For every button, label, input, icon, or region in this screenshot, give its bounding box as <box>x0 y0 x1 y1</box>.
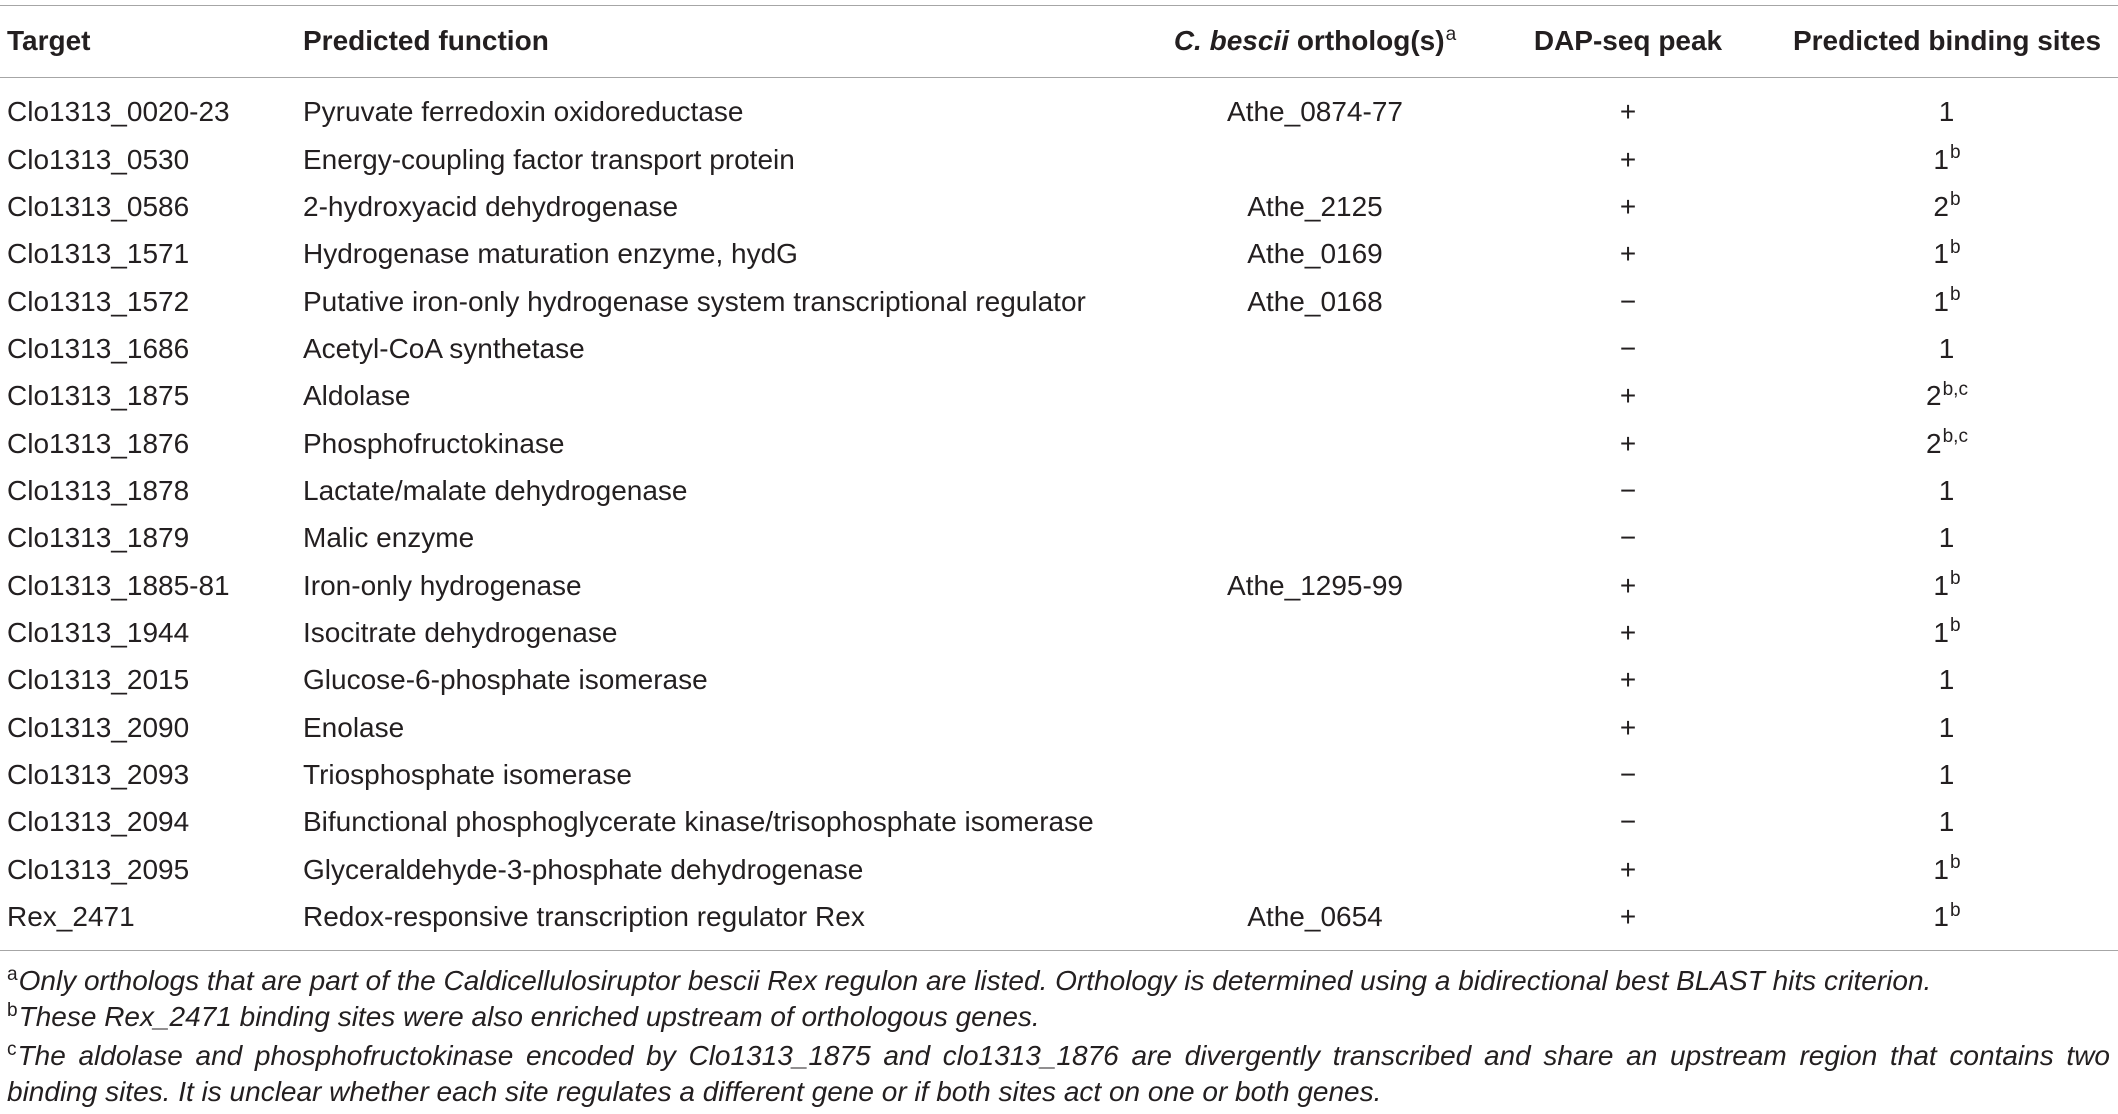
target-cell: Clo1313_0586 <box>7 190 190 222</box>
function-cell: Glyceraldehyde-3-phosphate dehydrogenase <box>303 853 864 885</box>
table-row <box>0 893 2118 940</box>
binding-sites-cell <box>1776 854 2118 886</box>
dap-seq-cell: + <box>1619 569 1637 601</box>
function-cell: Pyruvate ferredoxin oxidoreductase <box>303 96 744 128</box>
dap-seq-cell: + <box>1619 427 1637 459</box>
binding-sites-cell <box>1776 428 2118 460</box>
binding-sites-cell <box>1776 286 2118 318</box>
header-dap-seq-peak: DAP-seq peak <box>1533 25 1723 56</box>
binding-sites-value: 1 <box>1933 285 1949 317</box>
binding-sites-value: 1 <box>1933 853 1949 885</box>
ortholog-cell: Athe_2125 <box>1247 190 1383 222</box>
binding-sites-cell <box>1776 333 2118 365</box>
binding-sites-value: 2 <box>1933 190 1949 222</box>
footnote-text: These Rex_2471 binding sites were also enriched upstream of orthologous genes. <box>18 1001 1040 1032</box>
table-row <box>0 799 2118 846</box>
binding-sites-value: 1 <box>1938 522 1955 554</box>
footnote-ref: b <box>1949 852 1961 874</box>
header-target: Target <box>7 25 91 56</box>
footnote-text: The aldolase and phosphofructokinase encoded by Clo1313_1875 and clo1313_1876 are divergently transcribed and share an upstream region that contains two binding sites. It is unclear whether each site regulates a different gene or if both sites act on one or both genes. <box>7 1040 2110 1107</box>
ortholog-cell: Athe_0168 <box>1247 285 1383 317</box>
binding-sites-value: 1 <box>1933 569 1949 601</box>
table-row <box>0 325 2118 372</box>
footnote-text: Only orthologs that are part of the Caldicellulosiruptor bescii Rex regulon are listed. Orthology is determined using a bidirectional best BLAST hits criterion. <box>18 965 1932 996</box>
header-ortholog <box>1150 25 1480 57</box>
table-row <box>0 657 2118 704</box>
target-cell: Clo1313_2015 <box>7 664 190 696</box>
footnote-ref: b <box>1949 284 1961 306</box>
target-cell: Clo1313_1885-81 <box>7 569 230 601</box>
footnote-ref: b,c <box>1942 378 1968 400</box>
target-cell: Clo1313_0530 <box>7 143 190 175</box>
footnote-ref: b,c <box>1942 426 1968 448</box>
target-cell: Clo1313_1686 <box>7 332 190 364</box>
table-row <box>0 846 2118 893</box>
ortholog-cell: Athe_0874-77 <box>1227 96 1403 128</box>
dap-seq-cell: + <box>1619 143 1637 175</box>
footnote-ref: b <box>1949 236 1961 258</box>
footnote-ref: a <box>1445 23 1457 45</box>
binding-sites-cell <box>1776 144 2118 176</box>
table-row <box>0 278 2118 325</box>
target-cell: Clo1313_2090 <box>7 711 190 743</box>
dap-seq-cell: + <box>1619 616 1637 648</box>
binding-sites-value: 1 <box>1938 758 1955 790</box>
target-cell: Clo1313_1572 <box>7 285 190 317</box>
binding-sites-value: 1 <box>1933 238 1949 270</box>
footnote-ref: b <box>1949 899 1961 921</box>
binding-sites-value: 2 <box>1926 427 1942 459</box>
footnote-mark: a <box>7 964 18 986</box>
footnote-ref: b <box>1949 142 1961 164</box>
dap-seq-cell: + <box>1619 664 1637 696</box>
dap-seq-cell: − <box>1619 474 1637 506</box>
table-row <box>0 751 2118 798</box>
target-cell: Clo1313_1876 <box>7 427 190 459</box>
target-cell: Clo1313_1944 <box>7 616 190 648</box>
footnote-ref: b <box>1949 615 1961 637</box>
function-cell: Energy-coupling factor transport protein <box>303 143 795 175</box>
table-row <box>0 136 2118 183</box>
binding-sites-cell <box>1776 901 2118 933</box>
dap-seq-cell: + <box>1619 853 1637 885</box>
header-ortholog-species: C. bescii <box>1173 25 1289 56</box>
dap-seq-cell: + <box>1619 711 1637 743</box>
binding-sites-cell <box>1776 522 2118 554</box>
binding-sites-cell <box>1776 380 2118 412</box>
binding-sites-value: 1 <box>1938 332 1955 364</box>
table-row <box>0 704 2118 751</box>
target-cell: Clo1313_0020-23 <box>7 96 230 128</box>
header-predicted-function: Predicted function <box>303 25 549 56</box>
function-cell: Aldolase <box>303 380 411 412</box>
binding-sites-value: 1 <box>1933 616 1949 648</box>
dap-seq-cell: + <box>1619 238 1637 270</box>
target-cell: Clo1313_2095 <box>7 853 190 885</box>
ortholog-cell: Athe_1295-99 <box>1227 569 1403 601</box>
footnote-mark: c <box>7 1039 17 1061</box>
binding-sites-value: 1 <box>1938 806 1955 838</box>
target-cell: Rex_2471 <box>7 901 135 933</box>
binding-sites-cell <box>1776 759 2118 791</box>
binding-sites-cell <box>1776 664 2118 696</box>
binding-sites-value: 1 <box>1938 96 1955 128</box>
dap-seq-cell: − <box>1619 285 1637 317</box>
function-cell: Lactate/malate dehydrogenase <box>303 474 688 506</box>
table-row <box>0 515 2118 562</box>
function-cell: 2-hydroxyacid dehydrogenase <box>303 190 679 222</box>
header-ortholog-label: ortholog(s) <box>1296 25 1445 56</box>
binding-sites-value: 1 <box>1938 474 1955 506</box>
binding-sites-cell <box>1776 712 2118 744</box>
binding-sites-value: 1 <box>1933 143 1949 175</box>
target-cell: Clo1313_2093 <box>7 758 190 790</box>
binding-sites-value: 1 <box>1938 711 1955 743</box>
function-cell: Isocitrate dehydrogenase <box>303 616 618 648</box>
table-row <box>0 562 2118 609</box>
binding-sites-value: 1 <box>1938 664 1955 696</box>
binding-sites-cell <box>1776 191 2118 223</box>
table-body <box>0 89 2118 941</box>
function-cell: Enolase <box>303 711 405 743</box>
function-cell: Phosphofructokinase <box>303 427 565 459</box>
ortholog-cell: Athe_0654 <box>1247 901 1383 933</box>
table-footnotes <box>7 963 2110 1110</box>
binding-sites-cell <box>1776 96 2118 128</box>
function-cell: Iron-only hydrogenase <box>303 569 582 601</box>
dap-seq-cell: − <box>1619 806 1637 838</box>
footnote-ref: b <box>1949 568 1961 590</box>
dap-seq-cell: + <box>1619 380 1637 412</box>
footnote-ref: b <box>1949 189 1961 211</box>
footnote-a <box>7 963 2110 999</box>
binding-sites-value: 2 <box>1926 380 1942 412</box>
footnote-b <box>7 999 2110 1035</box>
function-cell: Putative iron-only hydrogenase system transcriptional regulator <box>303 285 1086 317</box>
dap-seq-cell: − <box>1619 332 1637 364</box>
function-cell: Triosphosphate isomerase <box>303 758 632 790</box>
function-cell: Glucose-6-phosphate isomerase <box>303 664 708 696</box>
function-cell: Hydrogenase maturation enzyme, hydG <box>303 238 798 270</box>
binding-sites-cell <box>1776 806 2118 838</box>
target-cell: Clo1313_1878 <box>7 474 190 506</box>
table-row <box>0 183 2118 230</box>
binding-sites-cell <box>1776 570 2118 602</box>
dap-seq-cell: + <box>1619 901 1637 933</box>
target-cell: Clo1313_2094 <box>7 806 190 838</box>
dap-seq-cell: + <box>1619 96 1637 128</box>
table-header <box>0 6 2118 76</box>
table-row <box>0 89 2118 136</box>
header-rule <box>0 77 2118 78</box>
binding-sites-value: 1 <box>1933 901 1949 933</box>
target-cell: Clo1313_1875 <box>7 380 190 412</box>
ortholog-cell: Athe_0169 <box>1247 238 1383 270</box>
target-cell: Clo1313_1571 <box>7 238 190 270</box>
dap-seq-cell: + <box>1619 190 1637 222</box>
table-row <box>0 420 2118 467</box>
bottom-rule <box>0 950 2118 951</box>
dap-seq-cell: − <box>1619 522 1637 554</box>
function-cell: Malic enzyme <box>303 522 475 554</box>
header-binding-sites: Predicted binding sites <box>1792 25 2102 56</box>
footnote-mark: b <box>7 1000 18 1022</box>
target-cell: Clo1313_1879 <box>7 522 190 554</box>
binding-sites-cell <box>1776 617 2118 649</box>
binding-sites-cell <box>1776 238 2118 270</box>
function-cell: Bifunctional phosphoglycerate kinase/trisophosphate isomerase <box>303 806 1094 838</box>
table-row <box>0 467 2118 514</box>
table-row <box>0 373 2118 420</box>
binding-sites-cell <box>1776 475 2118 507</box>
dap-seq-cell: − <box>1619 758 1637 790</box>
footnote-c <box>7 1038 2110 1110</box>
function-cell: Redox-responsive transcription regulator Rex <box>303 901 865 933</box>
function-cell: Acetyl-CoA synthetase <box>303 332 585 364</box>
table-row <box>0 609 2118 656</box>
table-row <box>0 231 2118 278</box>
